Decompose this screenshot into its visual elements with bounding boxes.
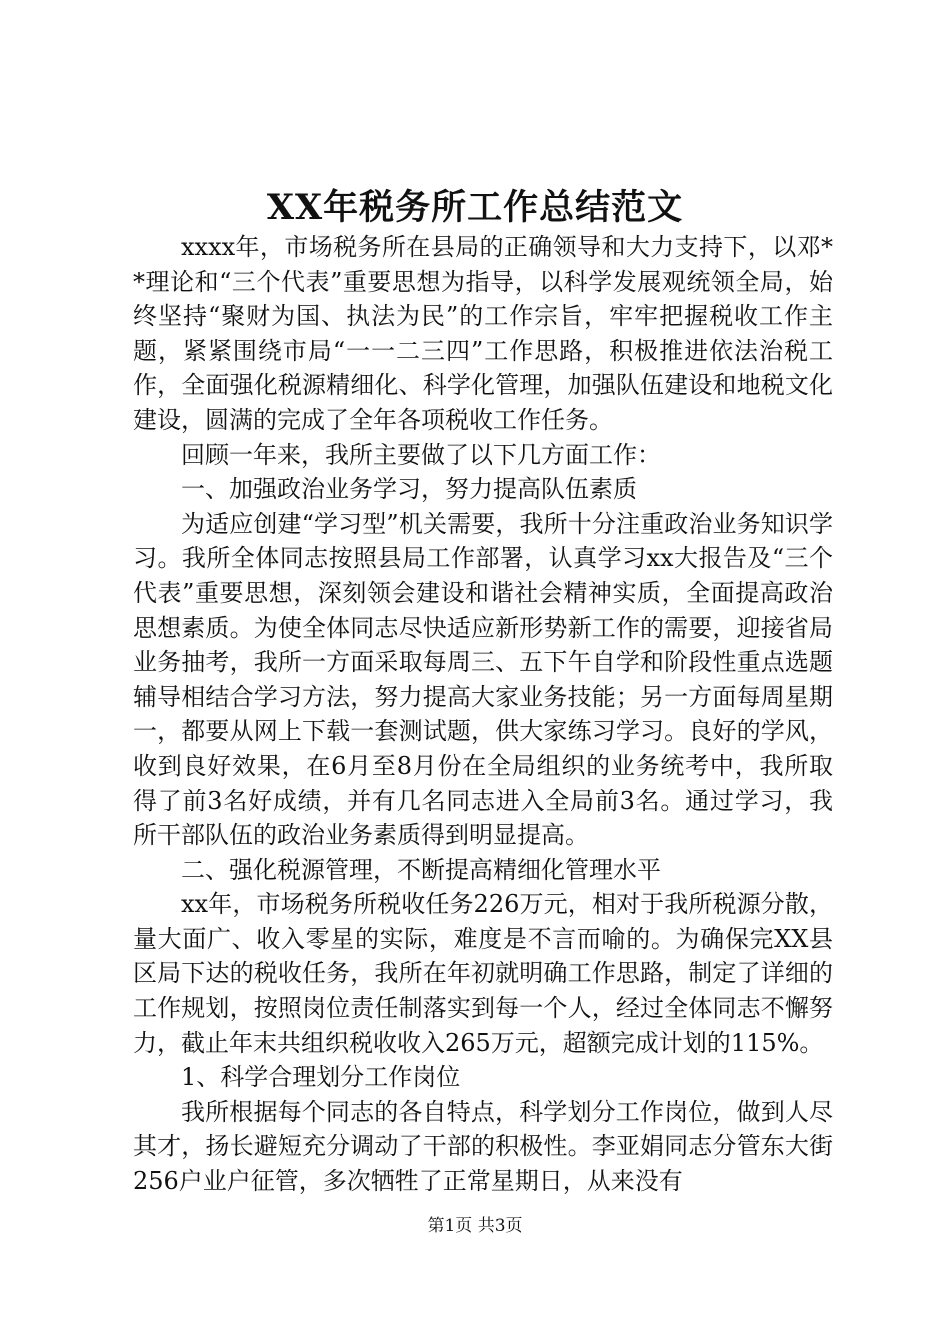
paragraph-positions: 我所根据每个同志的各自特点，科学划分工作岗位，做到人尽其才，扬长避短充分调动了干部的积极性。李亚娟同志分管东大街256户业户征管，多次牺牲了正常星期日，从来没有 xyxy=(133,1097,833,1196)
paragraph-intro: xxxx年，市场税务所在县局的正确领导和大力支持下，以邓**理论和“三个代表”重要思想为指导，以科学发展观统领全局，始终坚持“聚财为国、执法为民”的工作宗旨，牢牢把握税收工作主题，紧紧围绕市局“一一二三四”工作思路，积极推进依法治税工作，全面强化税源精细化、科学化管理，加强队伍建设和地税文化建设，圆满的完成了全年各项税收工作任务。 xyxy=(133,233,833,434)
document-title: XX年税务所工作总结范文 xyxy=(266,187,684,228)
section-heading-1: 一、加强政治业务学习，努力提高队伍素质 xyxy=(181,475,637,504)
paragraph-study: 为适应创建“学习型”机关需要，我所十分注重政治业务知识学习。我所全体同志按照县局工作部署，认真学习xx大报告及“三个代表”重要思想，深刻领会建设和谐社会精神实质，全面提高政治思想素质。为使全体同志尽快适应新形势新工作的需要，迎接省局业务抽考，我所一方面采取每周三、五下午自学和阶段性重点选题辅导相结合学习方法，努力提高大家业务技能；另一方面每周星期一，都要从网上下载一套测试题，供大家练习学习。良好的学风，收到良好效果，在6月至8月份在全局组织的业务统考中，我所取得了前3名好成绩，并有几名同志进入全局前3名。通过学习，我所干部队伍的政治业务素质得到明显提高。 xyxy=(133,509,833,850)
document-body xyxy=(133,230,833,1199)
paragraph-tax-task: xx年，市场税务所税收任务226万元，相对于我所税源分散，量大面广、收入零星的实际，难度是不言而喻的。为确保完XX县区局下达的税收任务，我所在年初就明确工作思路，制定了详细的工作规划，按照岗位责任制落实到每一个人，经过全体同志不懈努力，截止年末共组织税收收入265万元，超额完成计划的115%。 xyxy=(133,890,833,1057)
paragraph-review: 回顾一年来，我所主要做了以下几方面工作： xyxy=(181,440,661,469)
page-footer: 第1页 共3页 xyxy=(427,1216,523,1236)
section-heading-2: 二、强化税源管理，不断提高精细化管理水平 xyxy=(181,855,661,884)
subsection-heading-1: 1、科学合理划分工作岗位 xyxy=(181,1063,461,1092)
